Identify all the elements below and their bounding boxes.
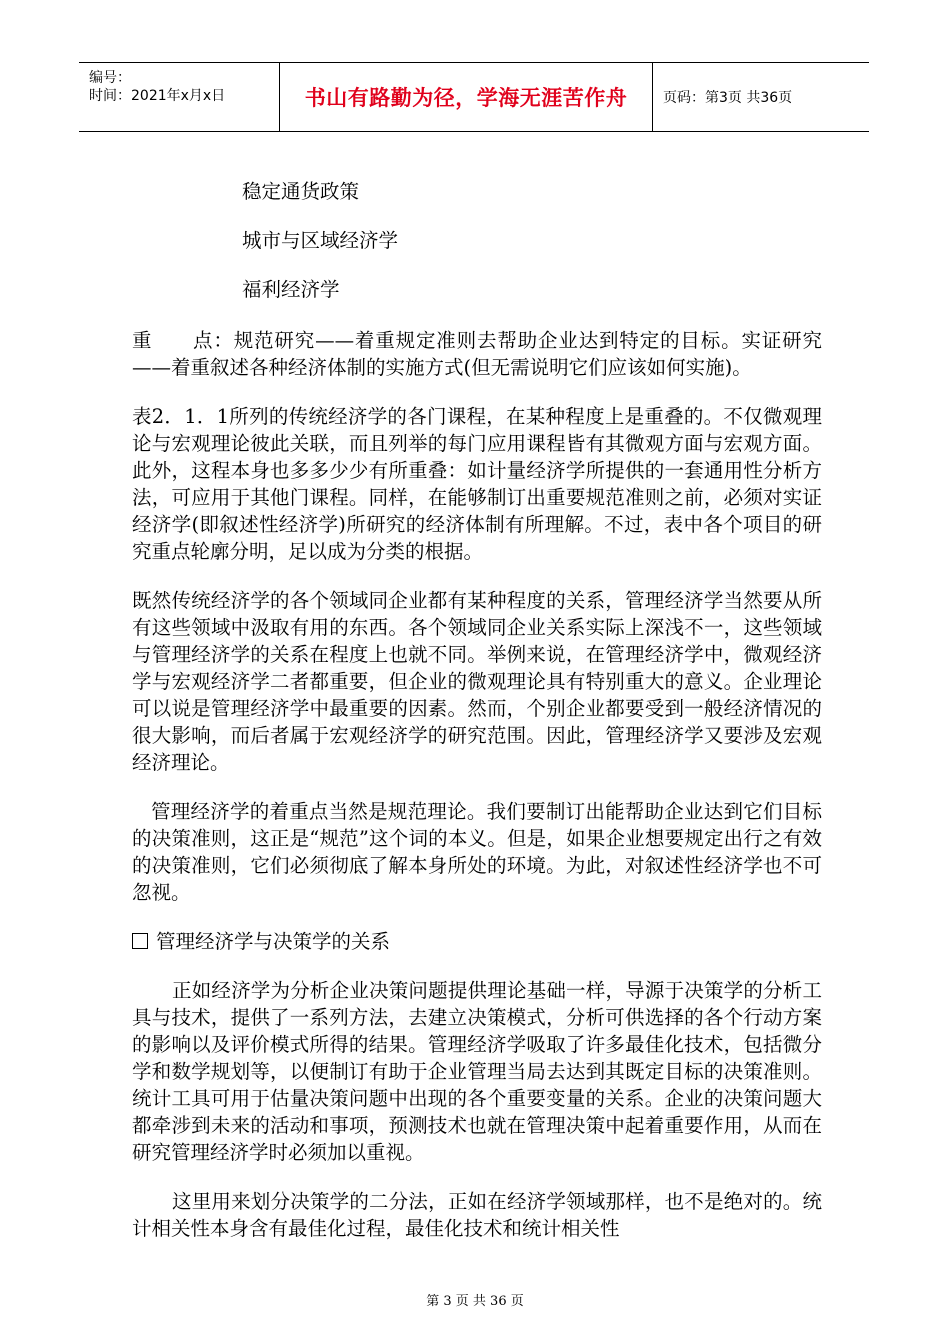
page-header bbox=[79, 62, 869, 132]
header-meta-cell bbox=[79, 63, 280, 131]
document-body bbox=[132, 178, 822, 1264]
paragraph-decision-science: 正如经济学为分析企业决策问题提供理论基础一样，导源于决策学的分析工具与技术，提供了一系列方法，去建立决策模式，分析可供选择的各个行动方案的影响以及评价模式所得的结果。管理经济学吸取了许多最佳化技术，包括微分学和数学规划等，以便制订有助于企业管理当局去达到其既定目标的决策准则。统计工具可用于估量决策问题中出现的各个重要变量的关系。企业的决策问题大都牵涉到未来的活动和事项，预测技术也就在管理决策中起着重要作用，从而在研究管理经济学时必须加以重视。 bbox=[132, 979, 822, 1164]
paragraph-dichotomy: 这里用来划分决策学的二分法，正如在经济学领域那样，也不是绝对的。统计相关性本身含有最佳化过程，最佳化技术和统计相关性 bbox=[132, 1190, 822, 1240]
time-label: 时间：2021年x月x日 bbox=[89, 88, 226, 104]
paragraph-normative: 管理经济学的着重点当然是规范理论。我们要制订出能帮助企业达到它们目标的决策准则，这正是“规范”这个词的本义。但是，如果企业想要规定出行之有效的决策准则，它们必须彻底了解本身所处的环境。为此，对叙述性经济学也不可忽视。 bbox=[132, 800, 822, 904]
list-item: 福利经济学 bbox=[242, 278, 340, 301]
header-motto: 书山有路勤为径，学海无涯苦作舟 bbox=[280, 63, 653, 131]
number-label: 编号： bbox=[89, 70, 131, 86]
paragraph-fields: 既然传统经济学的各个领域同企业都有某种程度的关系，管理经济学当然要从所有这些领域中汲取有用的东西。各个领域同企业关系实际上深浅不一，这些领域与管理经济学的关系在程度上也就不同。举例来说，在管理经济学中，微观经济学与宏观经济学二者都重要，但企业的微观理论具有特别重大的意义。企业理论可以说是管理经济学中最重要的因素。然而，个别企业都要受到一般经济情况的很大影响，而后者属于宏观经济学的研究范围。因此，管理经济学又要涉及宏观经济理论。 bbox=[132, 589, 822, 774]
section-heading bbox=[132, 928, 822, 955]
section-heading-text: 管理经济学与决策学的关系 bbox=[156, 930, 391, 953]
checkbox-square-icon bbox=[132, 933, 148, 949]
paragraph-focus: 重 点：规范研究——着重规定准则去帮助企业达到特定的目标。实证研究——着重叙述各种经济体制的实施方式(但无需说明它们应该如何实施)。 bbox=[132, 329, 822, 379]
paragraph-overlap: 表2．1．1所列的传统经济学的各门课程，在某种程度上是重叠的。不仅微观理论与宏观理论彼此关联，而且列举的每门应用课程皆有其微观方面与宏观方面。此外，这程本身也多多少少有所重叠：如计量经济学所提供的一套通用性分析方法，可应用于其他门课程。同样，在能够制订出重要规范准则之前，必须对实证经济学(即叙述性经济学)所研究的经济体制有所理解。不过，表中各个项目的研究重点轮廓分明，足以成为分类的根据。 bbox=[132, 405, 822, 563]
list-item: 稳定通货政策 bbox=[242, 180, 360, 203]
header-page-info: 页码：第3页 共36页 bbox=[663, 90, 793, 106]
page-footer: 第 3 页 共 36 页 bbox=[426, 1294, 524, 1309]
list-item: 城市与区域经济学 bbox=[242, 229, 399, 252]
